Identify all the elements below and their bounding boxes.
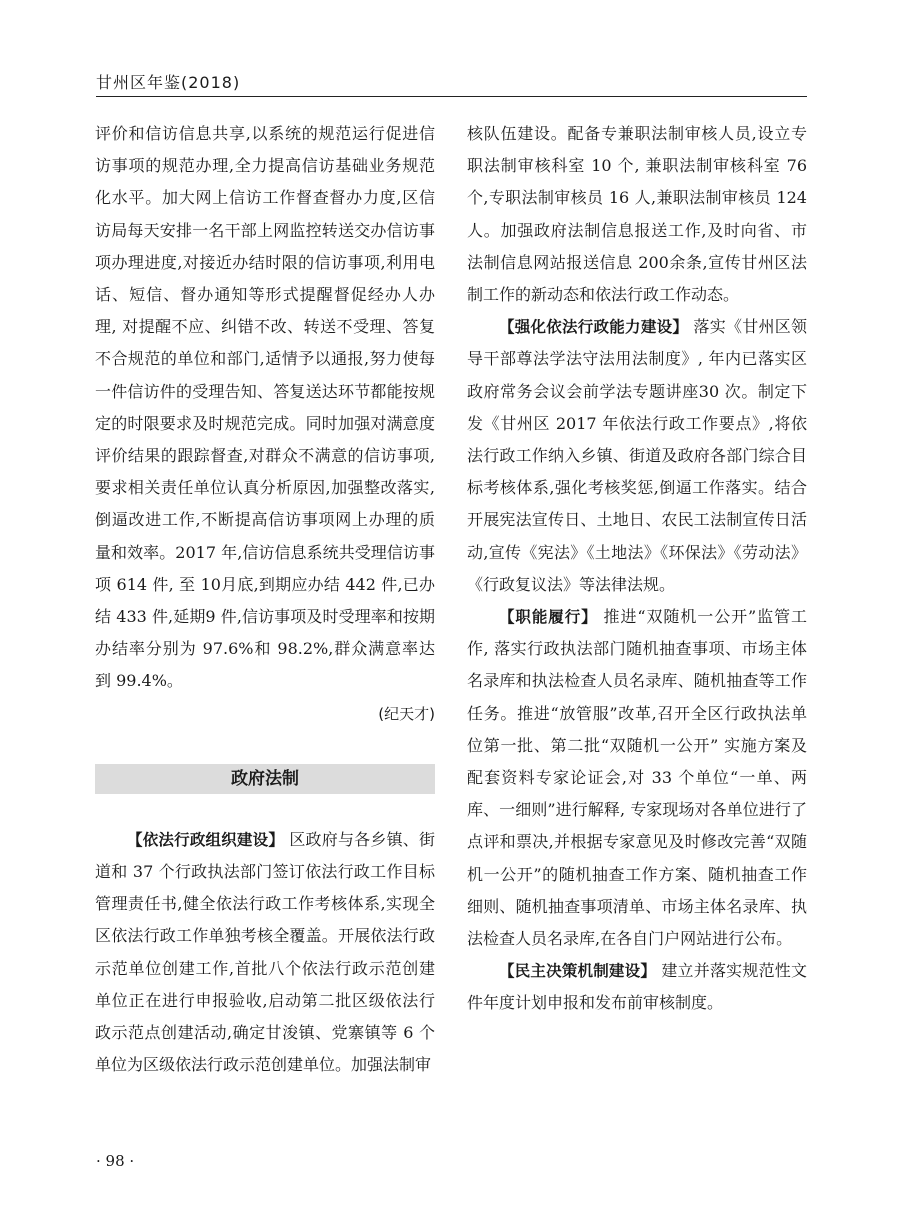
right-paragraph-3-body: 推进“双随机一公开”监管工作, 落实行政执法部门随机抽查事项、市场主体名录库和执法检查人员名录库、随机抽查等工作任务。推进“放管服”改革,召开全区行政执法单位第一批、第二批“双随机一公开” 实施方案及配套资料专家论证会,对 33 个单位“一单、两库、一细则”进行解释, 专家现场对各单位进行了点评和票决,并根据专家意见及时修改完善“双随机一公开”的随机抽查工作方案、随机抽查工作细则、随机抽查事项清单、市场主体名录库、执法检查人员名录库,在各自门户网站进行公布。 [467,607,807,949]
section-title: 政府法制 [231,768,299,789]
right-paragraph-2 [467,311,807,601]
author-name: (纪天才) [378,704,435,723]
right-paragraph-4 [467,955,807,1019]
left-paragraph-2 [95,824,435,1082]
left-column [95,118,435,1081]
running-header [96,70,807,96]
right-paragraph-3 [467,601,807,955]
author-credit [95,698,435,730]
subheading-legal-admin-organization: 【依法行政组织建设】 [127,830,285,849]
left-paragraph-2-body: 区政府与各乡镇、街道和 37 个行政执法部门签订依法行政工作目标管理责任书,健全依法行政工作考核体系,实现全区依法行政工作单独考核全覆盖。开展依法行政示范单位创建工作,首批八个依法行政示范创建单位正在进行申报验收,启动第二批区级依法行政示范点创建活动,确定甘浚镇、党寨镇等 6 个单位为区级依法行政示范创建单位。加强法制审 [95,829,435,1075]
page-number: · 98 · [96,1152,135,1170]
header-rule [96,96,807,97]
running-header-title: 甘州区年鉴(2018) [96,73,241,92]
right-column [467,118,807,1020]
subheading-capacity-building: 【强化依法行政能力建设】 [499,318,689,337]
section-banner [95,764,435,794]
right-paragraph-4-body: 建立并落实规范性文件年度计划申报和发布前审核制度。 [467,961,807,1013]
right-paragraph-2-body: 落实《甘州区领导干部尊法学法守法用法制度》, 年内已落实区政府常务会议会前学法专题讲座30 次。制定下发《甘州区 2017 年依法行政工作要点》,将依法行政工作纳入乡镇、街道及政府各部门综合目标考核体系,强化考核奖惩,倒逼工作落实。结合开展宪法宣传日、土地日、农民工法制宣传日活动,宣传《宪法》《土地法》《环保法》《劳动法》《行政复议法》等法律法规。 [467,317,807,594]
subheading-function-performance: 【职能履行】 [499,608,598,627]
left-paragraph-1: 评价和信访信息共享,以系统的规范运行促进信访事项的规范办理,全力提高信访基础业务规范化水平。加大网上信访工作督查督办力度,区信访局每天安排一名干部上网监控转送交办信访事项办理进度,对接近办结时限的信访事项,利用电话、短信、督办通知等形式提醒督促经办人办理, 对提醒不应、纠错不改、转送不受理、答复不合规范的单位和部门,适情予以通报,努力使每一件信访件的受理告知、答复送达环节都能按规定的时限要求及时规范完成。同时加强对满意度评价结果的跟踪督查,对群众不满意的信访事项, 要求相关责任单位认真分析原因,加强整改落实,倒逼改进工作,不断提高信访事项网上办理的质量和效率。2017 年,信访信息系统共受理信访事项 614 件, 至 10月底,到期应办结 442 件,已办结 433 件,延期9 件,信访事项及时受理率和按期办结率分别为 97.6%和 98.2%,群众满意率达到 99.4%。 [95,124,435,691]
subheading-democratic-decision: 【民主决策机制建设】 [499,962,657,981]
right-paragraph-1: 核队伍建设。配备专兼职法制审核人员,设立专职法制审核科室 10 个, 兼职法制审核科室 76 个,专职法制审核员 16 人,兼职法制审核员 124 人。加强政府法制信息报送工作,及时向省、市法制信息网站报送信息 200余条,宣传甘州区法制工作的新动态和依法行政工作动态。 [467,124,807,305]
